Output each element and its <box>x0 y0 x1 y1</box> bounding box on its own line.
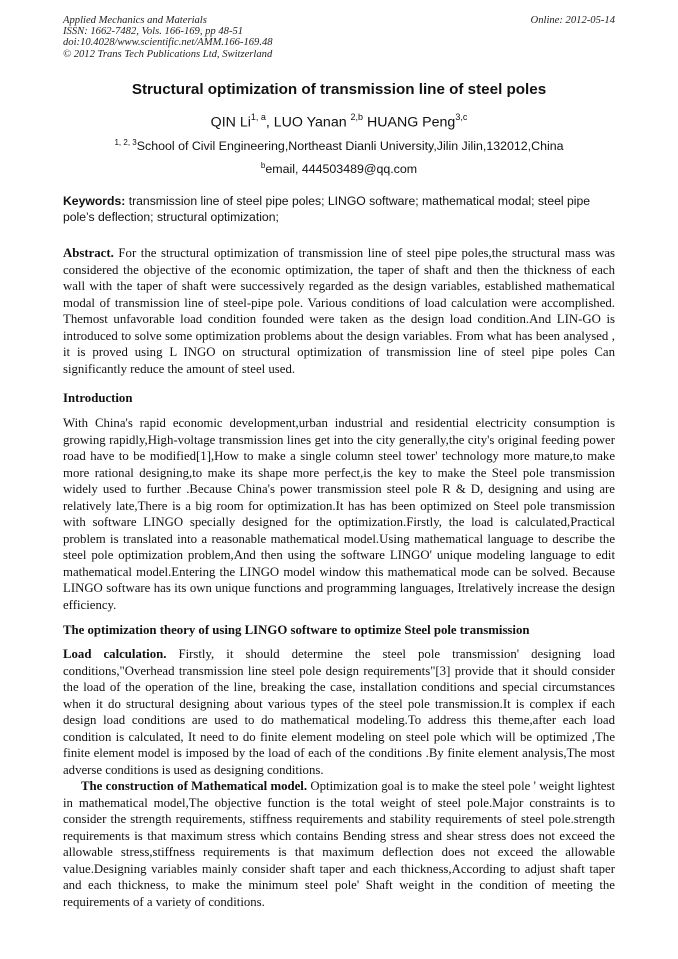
author-name: , LUO Yanan <box>265 114 351 131</box>
introduction-paragraph: With China's rapid economic development,urban industrial and residential electricity consumption is growing rapidly,High-voltage transmission lines get into the city generally,the city's original feeding power road have to be modified[1],How to make a single column steel tower' technology more mature,to make more rational designing,to make its shape more perfect,is the key to make the Steel pole transmission widely used to further .Because China's power transmission steel pole R & D, designing and using are relatively late,There is a big room for optimization.It has has been optimized on Steel pole transmission with software LINGO specially designed for the optimization.Firstly, the load is calculated,Practical problem is translated into a reasonable mathematical model.Using mathematical language to describe the steel pole optimization problem,And then using the software LINGO' unique modeling language to edit mathematical model.Entering the LINGO model window this mathematical mode can be solved. Because LINGO software has its own unique functions and programming languages, Itrelatively increase the design efficiency. <box>63 416 615 612</box>
abstract-label: Abstract. <box>63 246 114 260</box>
doi-line: doi:10.4028/www.scientific.net/AMM.166-169.48 <box>63 37 273 49</box>
email-text: email, 444503489@qq.com <box>265 162 418 177</box>
copyright-line: © 2012 Trans Tech Publications Ltd, Switzerland <box>63 48 273 60</box>
author-name: QIN Li <box>210 114 251 131</box>
abstract <box>63 245 615 377</box>
load-calculation-paragraph <box>63 646 615 778</box>
affiliation-text: School of Civil Engineering,Northeast Dianli University,Jilin Jilin,132012,China <box>136 139 564 154</box>
author-line <box>0 113 678 131</box>
model-construction-text: Optimization goal is to make the steel pole ' weight lightest in mathematical model,The objective function is the total weight of steel pole.Major constraints is to consider the strength requirements, stiffness requirements and stability requirements of steel pole.strength requirements is that maximum stress which contains Bending stress and shear stress does not exceed the allowable stress,stiffness requirements is that maximum deflection does not exceed the allowable value.Designing variables mainly consider shaft taper and each thickness,According to adjust shaft taper and each thickness, to make the minimum steel pole' Shaft weight in the condition of meeting the requirements of a variety of conditions. <box>63 779 615 909</box>
model-construction-label: The construction of Mathematical model. <box>81 779 308 793</box>
author-superscript: 3,c <box>455 112 468 122</box>
introduction-heading: Introduction <box>63 391 133 405</box>
online-date: Online: 2012-05-14 <box>530 15 615 26</box>
model-construction-paragraph <box>63 778 615 910</box>
keywords-text: transmission line of steel pipe poles; LINGO software; mathematical modal; steel pipe pole’s deflection; structural optimization; <box>63 194 591 224</box>
journal-header <box>63 15 273 60</box>
journal-name: Applied Mechanics and Materials <box>63 15 207 26</box>
email-line <box>0 161 678 176</box>
issn-line: ISSN: 1662-7482, Vols. 166-169, pp 48-51 <box>63 26 244 38</box>
affiliation-superscript: 1, 2, 3 <box>114 138 137 147</box>
author-name: HUANG Peng <box>363 114 456 131</box>
affiliation <box>0 138 678 153</box>
author-superscript: 1, a <box>250 112 266 122</box>
paper-title: Structural optimization of transmission line of steel poles <box>131 81 547 98</box>
email-superscript: b <box>260 161 266 170</box>
load-calculation-text: Firstly, it should determine the steel pole transmission' designing load conditions,"Overhead transmission line steel pole design requirements"[3] provide that it should consider the load of the operation of the line, breaking the case, installation conditions and special circumstances when it do structural designing about various types of the steel pole transmission.It is complex if each design load conditions are used to do mathematical modeling.To address this theme,after each load condition is calculated, It need to do finite element modeling on steel pole which will be optimized ,The finite element model is imposed by the load of each of the conditions .By finite element analysis,The most adverse conditions is used as designing conditions. <box>63 647 615 777</box>
load-calculation-label: Load calculation. <box>63 647 167 661</box>
author-superscript: 2,b <box>350 112 364 122</box>
abstract-text: For the structural optimization of transmission line of steel pipe poles,the structural mass was considered the objective of the economic optimization, the taper of shaft and then the thickness of each wall with the taper of shaft were successively regarded as the design variables, established mathematical modal of transmission line of steel-pipe pole. Various conditions of load calculation were accomplished. Themost unfavorable load condition founded were taken as the design load condition.And LIN-GO is introduced to solve some optimization problems about the design variables. From what has been analysed , it is proved using L INGO on structural optimization of transmission line of steel pipe poles Can significantly reduce the amount of steel used. <box>63 246 615 376</box>
keywords <box>63 193 615 225</box>
keywords-label: Keywords: <box>63 194 126 208</box>
theory-heading: The optimization theory of using LINGO software to optimize Steel pole transmission <box>63 623 530 637</box>
